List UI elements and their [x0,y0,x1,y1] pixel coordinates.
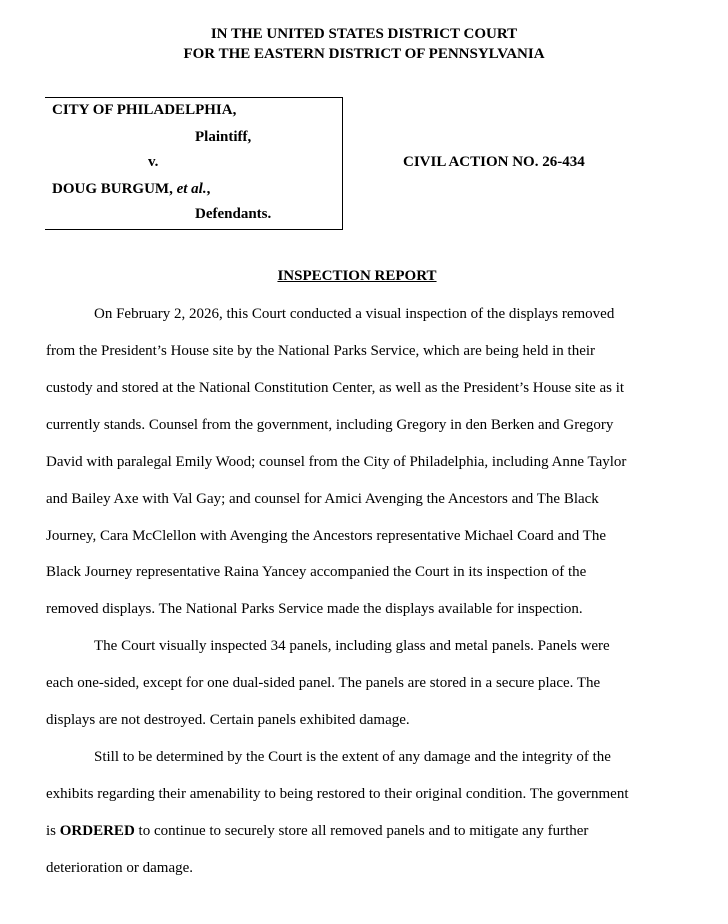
plaintiff-role: Plaintiff, [195,129,252,145]
body-line: displays are not destroyed. Certain panels exhibited damage. [46,712,410,728]
report-title: INSPECTION REPORT [277,268,437,284]
body-line: and Bailey Axe with Val Gay; and counsel for Amici Avenging the Ancestors and The Black [46,491,599,507]
defendant-etal: et al. [176,181,207,197]
body-text: is [46,823,60,839]
body-line: deterioration or damage. [46,860,194,876]
body-line: exhibits regarding their amenability to being restored to their original condition. The government [46,786,629,802]
body-line: custody and stored at the National Constitution Center, as well as the President’s House site as it [46,380,625,396]
body-line: The Court visually inspected 34 panels, including glass and metal panels. Panels were [94,638,610,654]
ordered-emphasis: ORDERED [59,823,135,839]
civil-action-number: CIVIL ACTION NO. 26-434 [403,154,585,170]
defendant-name: DOUG BURGUM, [52,181,173,197]
case-caption-box [45,97,343,230]
district-name-line: FOR THE EASTERN DISTRICT OF PENNSYLVANIA [183,46,545,62]
court-header [0,24,728,64]
body-line: Journey, Cara McClellon with Avenging the Ancestors representative Michael Coard and The [46,528,606,544]
plaintiff-name: CITY OF PHILADELPHIA, [52,102,237,118]
body-line: On February 2, 2026, this Court conducted a visual inspection of the displays removed [94,306,615,322]
defendant-line [52,181,210,198]
body-line: David with paralegal Emily Wood; counsel from the City of Philadelphia, including Anne Taylor [46,454,627,470]
versus-label: v. [148,154,159,170]
body-line: from the President’s House site by the National Parks Service, which are being held in their [46,343,596,359]
body-line: Still to be determined by the Court is the extent of any damage and the integrity of the [94,749,611,765]
court-name-line: IN THE UNITED STATES DISTRICT COURT [210,26,518,42]
body-line: Black Journey representative Raina Yancey accompanied the Court in its inspection of the [46,564,587,580]
defendant-comma: , [206,181,211,197]
body-line [46,822,588,840]
defendant-role: Defendants. [195,206,272,222]
body-line: removed displays. The National Parks Service made the displays available for inspection. [46,601,583,617]
body-line: currently stands. Counsel from the government, including Gregory in den Berken and Gregory [46,417,614,433]
body-line: each one-sided, except for one dual-sided panel. The panels are stored in a secure place. The [46,675,601,691]
body-text: to continue to securely store all removed panels and to mitigate any further [134,823,589,839]
